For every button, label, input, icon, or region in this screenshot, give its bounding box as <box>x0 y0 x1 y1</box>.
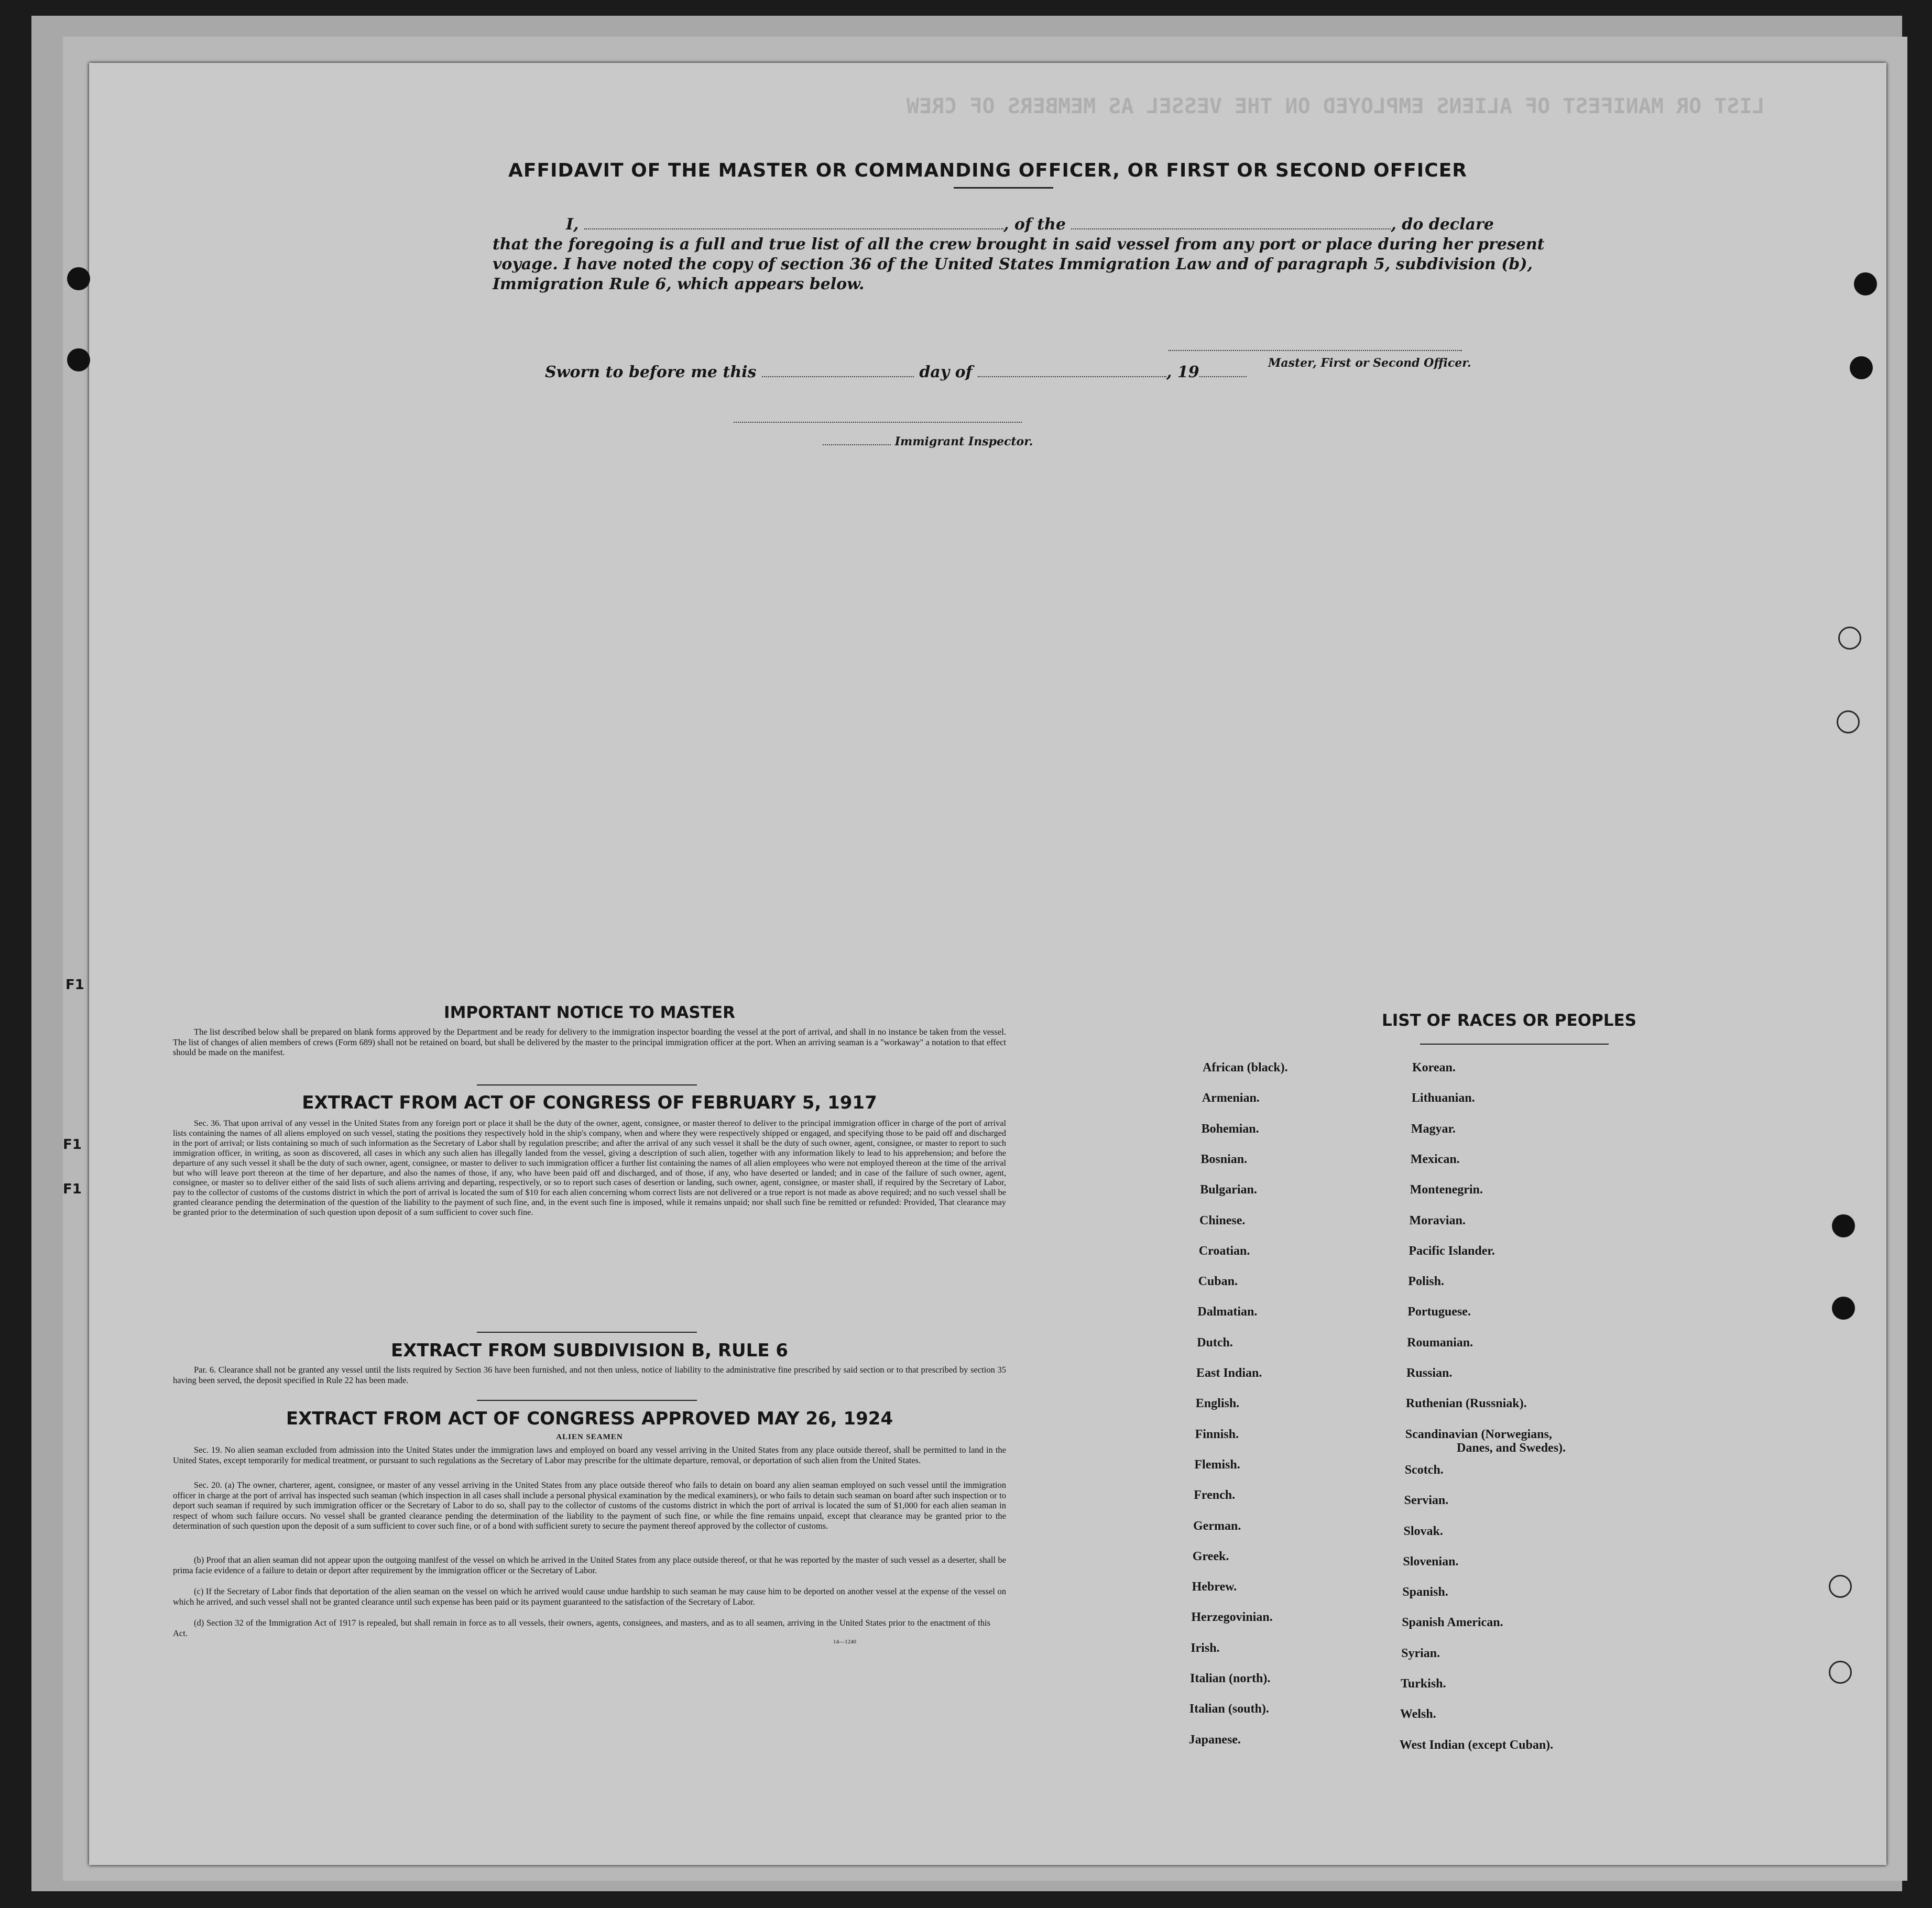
race-item: Ruthenian (Russniak). <box>1405 1397 1527 1411</box>
punch-hole <box>67 267 90 290</box>
race-item: German. <box>1193 1519 1241 1533</box>
races-title: LIST OF RACES OR PEOPLES <box>1381 1011 1637 1030</box>
name-blank[interactable] <box>584 228 1003 229</box>
race-item: Polish. <box>1408 1275 1444 1289</box>
inspector-label: Immigrant Inspector. <box>823 435 1033 448</box>
punch-hole <box>1850 356 1873 379</box>
year-text: , 19 <box>1166 363 1199 381</box>
race-item: Danes, and Swedes). <box>1457 1441 1566 1455</box>
punch-hole <box>67 348 90 371</box>
extract-rule6-title: EXTRACT FROM SUBDIVISION B, RULE 6 <box>390 1340 789 1361</box>
margin-mark: F1 <box>63 1137 82 1153</box>
divider-3 <box>477 1400 697 1401</box>
manifest-page <box>63 63 1886 1865</box>
punch-hole <box>1854 272 1877 295</box>
affidavit-body <box>493 215 1603 294</box>
margin-mark: F1 <box>63 1181 82 1197</box>
race-item: Irish. <box>1191 1641 1220 1655</box>
race-item: African (black). <box>1203 1061 1288 1074</box>
punch-hole <box>1832 1214 1855 1237</box>
race-item: Greek. <box>1192 1549 1229 1563</box>
month-blank[interactable] <box>978 376 1166 377</box>
race-item: Cuban. <box>1198 1275 1238 1289</box>
race-item: Hebrew. <box>1192 1580 1237 1594</box>
sworn-text: Sworn to before me this <box>545 363 757 381</box>
punch-hole <box>1832 1297 1855 1320</box>
race-item: Turkish. <box>1401 1677 1446 1691</box>
race-item: Herzegovinian. <box>1191 1610 1273 1625</box>
punch-hole <box>1837 710 1860 733</box>
race-item: Finnish. <box>1195 1427 1239 1441</box>
affidavit-line4: Immigration Rule 6, which appears below. <box>493 275 865 293</box>
day-blank[interactable] <box>762 376 914 377</box>
race-item: Japanese. <box>1188 1732 1241 1747</box>
affidavit-line3: voyage. I have noted the copy of section 36 of the United States Immigration Law and of paragraph 5, subdivision (b), <box>493 255 1533 273</box>
race-item: East Indian. <box>1196 1366 1262 1380</box>
race-item: Bulgarian. <box>1200 1183 1257 1197</box>
race-item: Syrian. <box>1401 1646 1440 1660</box>
affidavit-of: , of the <box>1003 215 1066 234</box>
race-item: Moravian. <box>1409 1213 1466 1227</box>
race-item: Spanish American. <box>1402 1616 1503 1630</box>
divider-1 <box>477 1084 697 1085</box>
extract-1924-title: EXTRACT FROM ACT OF CONGRESS APPROVED MAY 26, 1924 <box>286 1408 893 1429</box>
race-item: Bosnian. <box>1200 1152 1248 1166</box>
race-item: Chinese. <box>1199 1213 1246 1227</box>
punch-hole <box>1838 627 1861 650</box>
race-item: Scotch. <box>1404 1463 1444 1477</box>
race-item: Slovak. <box>1403 1524 1443 1538</box>
race-item: Italian (south). <box>1189 1702 1269 1716</box>
race-item: Armenian. <box>1202 1091 1260 1105</box>
sec-20d-text: (d) Section 32 of the Immigration Act of 1917 is repealed, but shall remain in force as to all vessels, their owners, agents, consignees, and masters, and as to all seamen, arriving in the United States prior to the enactment of this Act. <box>173 1618 990 1638</box>
race-item: Russian. <box>1406 1366 1453 1380</box>
race-item: Magyar. <box>1411 1122 1456 1136</box>
sec-20a-text: Sec. 20. (a) The owner, charterer, agent, consignee, or master of any vessel arriving in the United States from any place outside thereof who fails to detain on board any alien seaman employed on such vessel until the immigration officer in charge at the port of arrival has inspected such seaman (which inspection in all cases shall include a personal physical examination by the medical examiners), or who fails to detain such seaman on board after such inspection or to deport such seaman if required by such immigration officer or the Secretary of Labor to do so, shall pay to the collector of customs of the customs district in which the port of arrival is located the sum of $1,000 for each alien seaman in respect of whom such failure occurs. No vessel shall be granted clearance pending the determination of the liability to the payment of such fine, or while the fine remains unpaid, except that clearance may be granted prior to the determination of such question upon the deposit of a sum sufficient to cover such fine, or of a bond with sufficient surety to secure the payment thereof approved by the collector of customs. <box>173 1480 1006 1531</box>
extract-rule6-body: Par. 6. Clearance shall not be granted any vessel until the lists required by Section 36 have been furnished, and not then unless, notice of liability to the administrative fine prescribed by said section or to that prescribed by section 35 having been served, the deposit specified in Rule 22 has been made. <box>173 1365 1006 1385</box>
race-item: Bohemian. <box>1201 1122 1259 1136</box>
vessel-blank[interactable] <box>1071 228 1391 229</box>
margin-mark: F1 <box>66 977 84 993</box>
punch-hole <box>1829 1575 1852 1598</box>
race-item: Spanish. <box>1402 1585 1448 1599</box>
inspector-signature-line[interactable] <box>734 422 1022 423</box>
race-item: Lithuanian. <box>1411 1091 1475 1105</box>
alien-seamen-subtitle: ALIEN SEAMEN <box>556 1433 623 1441</box>
sworn-line <box>545 363 1247 381</box>
race-item: Welsh. <box>1400 1707 1436 1721</box>
race-item: Pacific Islander. <box>1409 1244 1495 1258</box>
race-item: Scandinavian (Norwegians, <box>1405 1427 1552 1441</box>
extract-1917-body: Sec. 36. That upon arrival of any vessel in the United States from any foreign port or place it shall be the duty of the owner, agent, consignee, or master thereof to deliver to the principal immigration officer in charge of the port of arrival lists containing the names of all aliens employed on such vessel, stating the positions they respectively hold in the ship's company, when and where they were respectively shipped or engaged, and specifying those to be paid off and discharged in the port of arrival; or lists containing so much of such information as the Secretary of Labor shall by regulation prescribe; and after the arrival of any such vessel it shall be the duty of such owner, agent, consignee, or master to report to such immigration officer, in writing, as soon as discovered, all cases in which any such alien has illegally landed from the vessel, giving a description of such alien, together with any information likely to lead to his apprehension; and before the departure of any such vessel it shall be the duty of such owner, agent, consignee, or master to deliver to such immigration officer a further list containing the names of all alien employees who were not employed thereon at the time of the arrival but who will leave port thereon at the time of her departure, and also the names of those, if any, who have been paid off and discharged, and of those, if any, who have deserted or landed; and in case of the failure of such owner, agent, consignee, or master so to deliver either of the said lists of such aliens arriving and departing, respectively, or so to report such cases of desertion or landing, such owner, agent, consignee, or master shall, if required by the Secretary of Labor, pay to the collector of customs of the customs district in which the port of arrival is located the sum of $10 for each alien concerning whom correct lists are not delivered or a true report is not made as above required; and no such vessel shall be granted clearance pending the determination of the question of the liability to the payment of such fine, and, in the event such fine is imposed, while it remains unpaid; nor shall such fine be remitted or refunded: Provided, That clearance may be granted prior to the determination of such question upon deposit of a sum sufficient to cover such fine. <box>173 1118 1006 1218</box>
form-number: 14—1240 <box>833 1639 856 1645</box>
sec-20b-text: (b) Proof that an alien seaman did not appear upon the outgoing manifest of the vessel on which he arrived in the United States from any place outside thereof, or that he was reported by the master of such vessel as a deserter, shall be prima facie evidence of a failure to detain or deport after requirement by the immigration officer or the Secretary of Labor. <box>173 1555 1006 1575</box>
race-item: English. <box>1195 1397 1240 1411</box>
race-item: Dutch. <box>1197 1335 1233 1350</box>
race-item: Montenegrin. <box>1410 1183 1483 1197</box>
sec-20c-text: (c) If the Secretary of Labor finds that deportation of the alien seaman on the vessel on which he arrived would cause undue hardship to such seaman he may cause him to be deported on another vessel at the expense of the vessel on which he arrived, and such vessel shall not be granted clearance until such expense has been paid or its payment guaranteed to the satisfaction of the Secretary of Labor. <box>173 1586 1006 1607</box>
race-item: Croatian. <box>1198 1244 1250 1258</box>
race-item: Roumanian. <box>1407 1335 1473 1350</box>
day-of-text: day of <box>919 363 973 381</box>
affidavit-declare: , do declare <box>1391 215 1494 234</box>
master-signature-line[interactable] <box>1169 350 1462 351</box>
race-item: Dalmatian. <box>1197 1305 1258 1319</box>
affidavit-line2: that the foregoing is a full and true list of all the crew brought in said vessel from any port or place during her present <box>493 235 1545 254</box>
sec-19-text: Sec. 19. No alien seaman excluded from admission into the United States under the immigration laws and employed on board any vessel arriving in the United States from any place outside thereof, shall be permitted to land in the United States, except temporarily for medical treatment, or pursuant to such regulations as the Secretary of Labor may prescribe for the ultimate departure, removal, or deportation of such alien from the United States. <box>173 1445 1006 1465</box>
race-item: Slovenian. <box>1403 1554 1459 1569</box>
race-item: Flemish. <box>1194 1457 1240 1472</box>
extract-1917-title: EXTRACT FROM ACT OF CONGRESS OF FEBRUARY 5, 1917 <box>302 1092 877 1113</box>
race-item: Servian. <box>1404 1494 1449 1508</box>
punch-hole <box>1829 1661 1852 1684</box>
race-item: French. <box>1194 1488 1236 1503</box>
notice-body: The list described below shall be prepared on blank forms approved by the Department and be ready for delivery to the immigration inspector boarding the vessel at the port of arrival, and shall in no instance be taken from the vessel. The list of changes of alien members of crews (Form 689) shall not be retained on board, but shall be delivered by the master to the principal immigration officer at the port. When an arriving seaman is a "workaway" a notation to that effect should be made on the manifest. <box>173 1027 1006 1057</box>
race-item: Korean. <box>1412 1061 1456 1074</box>
race-item: Mexican. <box>1410 1152 1460 1166</box>
race-item: West Indian (except Cuban). <box>1399 1738 1554 1752</box>
master-signature-label: Master, First or Second Officer. <box>1268 356 1471 370</box>
affidavit-i: I, <box>566 215 579 234</box>
race-item: Italian (north). <box>1190 1672 1271 1685</box>
notice-title: IMPORTANT NOTICE TO MASTER <box>444 1003 735 1022</box>
affidavit-title: AFFIDAVIT OF THE MASTER OR COMMANDING OFFICER, OR FIRST OR SECOND OFFICER <box>508 160 1467 181</box>
bleed-through-text: LIST OR MANIFEST OF ALIENS EMPLOYED ON THE VESSEL AS MEMBERS OF CREW <box>907 94 1765 118</box>
title-rule <box>954 187 1053 189</box>
divider-2 <box>477 1332 697 1333</box>
race-item: Portuguese. <box>1407 1305 1471 1319</box>
races-rule <box>1420 1044 1609 1045</box>
year-blank[interactable] <box>1199 376 1247 377</box>
